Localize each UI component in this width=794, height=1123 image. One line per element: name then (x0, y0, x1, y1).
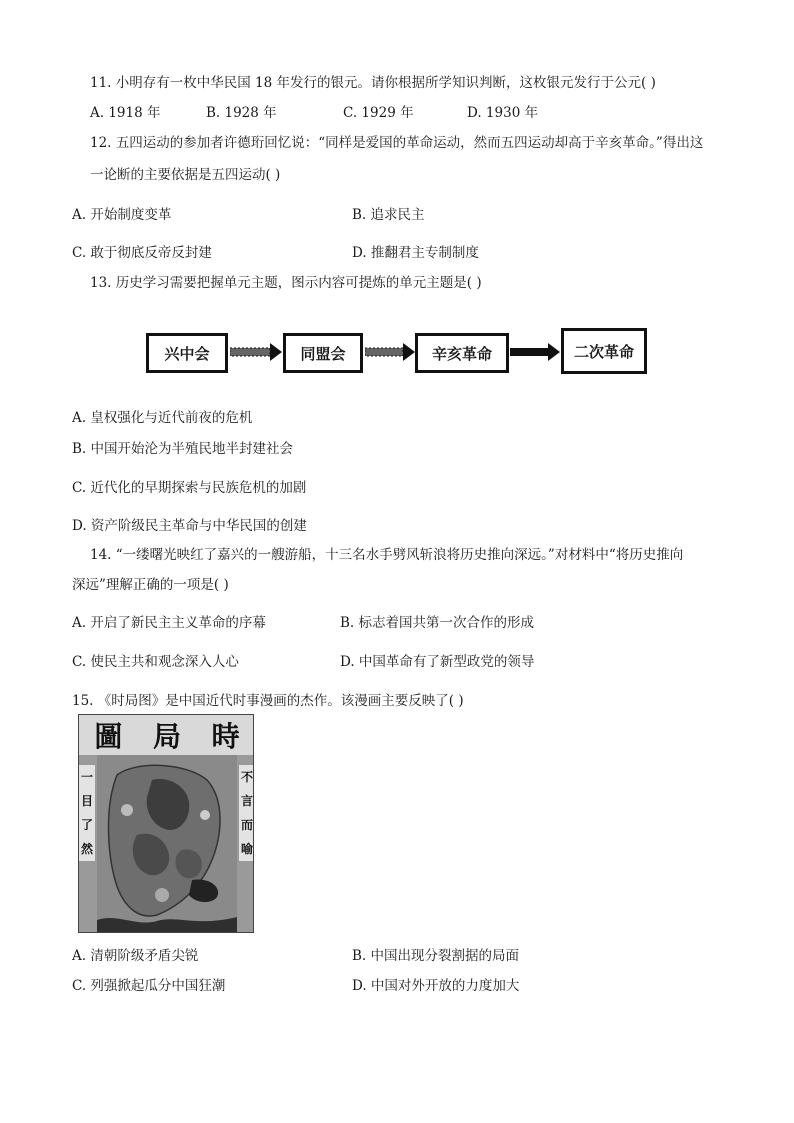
q14-stem-line2: 深远”理解正确的一项是( ) (72, 577, 229, 593)
q14-option-d: D. 中国革命有了新型政党的领导 (340, 654, 535, 670)
flow-box-tongmenghui: 同盟会 (283, 333, 363, 373)
flow-arrow-3 (510, 343, 560, 361)
q15-option-c: C. 列强掀起瓜分中国狂潮 (72, 978, 226, 994)
cartoon-right-char-3: 而 (240, 818, 253, 832)
q14-option-a: A. 开启了新民主主义革命的序幕 (72, 615, 266, 631)
cartoon-title-char-1: 圖 (94, 720, 123, 753)
q13-option-c: C. 近代化的早期探索与民族危机的加剧 (72, 480, 307, 496)
shijutu-cartoon (78, 714, 254, 933)
cartoon-title-char-3: 時 (211, 720, 240, 753)
cartoon-right-char-4: 喻 (240, 842, 253, 856)
flow-arrow-2 (365, 343, 415, 361)
q12-option-a: A. 开始制度变革 (72, 207, 172, 223)
q15-option-d: D. 中国对外开放的力度加大 (352, 978, 520, 994)
q14-option-b: B. 标志着国共第一次合作的形成 (340, 615, 535, 631)
q14-stem-line1: 14. “一缕曙光映红了嘉兴的一艘游船，十三名水手劈风斩浪将历史推向深远。”对材料中“将历史推向 (90, 547, 684, 563)
q12-option-d: D. 推翻君主专制制度 (352, 245, 479, 261)
cartoon-map-illustration (97, 755, 237, 933)
cartoon-left-char-3: 了 (80, 818, 93, 832)
cartoon-left-char-1: 一 (80, 770, 93, 784)
q15-option-b: B. 中国出现分裂割据的局面 (352, 948, 520, 964)
q11-stem: 11. 小明存有一枚中华民国 18 年发行的银元。请你根据所学知识判断，这枚银元发行于公元( ) (90, 75, 656, 91)
flow-box-xingzhonghui: 兴中会 (146, 333, 228, 373)
cartoon-right-caption (239, 765, 254, 861)
cartoon-title-char-2: 局 (152, 720, 181, 753)
q12-option-b: B. 追求民主 (352, 207, 425, 223)
q15-stem: 15. 《时局图》是中国近代时事漫画的杰作。该漫画主要反映了( ) (72, 693, 464, 709)
q14-option-c: C. 使民主共和观念深入人心 (72, 654, 239, 670)
q13-option-a: A. 皇权强化与近代前夜的危机 (72, 410, 253, 426)
cartoon-right-char-1: 不 (240, 770, 253, 784)
q11-option-b: B. 1928 年 (206, 105, 277, 121)
q13-option-d: D. 资产阶级民主革命与中华民国的创建 (72, 518, 307, 534)
q12-stem-line1: 12. 五四运动的参加者许德珩回忆说：“同样是爱国的革命运动，然而五四运动却高于辛亥革命。”得出这 (90, 135, 704, 151)
q12-option-c: C. 敢于彻底反帝反封建 (72, 245, 212, 261)
cartoon-right-char-2: 言 (240, 794, 253, 808)
q13-option-b: B. 中国开始沦为半殖民地半封建社会 (72, 441, 294, 457)
q11-option-a: A. 1918 年 (90, 105, 161, 121)
q11-option-d: D. 1930 年 (467, 105, 539, 121)
flow-box-second-revolution: 二次革命 (561, 328, 647, 374)
q11-option-c: C. 1929 年 (343, 105, 414, 121)
q13-stem: 13. 历史学习需要把握单元主题，图示内容可提炼的单元主题是( ) (90, 275, 482, 291)
cartoon-left-char-4: 然 (80, 842, 93, 856)
cartoon-title (79, 715, 254, 755)
cartoon-left-caption (79, 765, 95, 861)
flow-arrow-1 (230, 343, 282, 361)
q15-option-a: A. 清朝阶级矛盾尖锐 (72, 948, 199, 964)
q12-stem-line2: 一论断的主要依据是五四运动( ) (90, 167, 281, 183)
cartoon-left-char-2: 目 (80, 794, 93, 808)
flow-box-xinhai: 辛亥革命 (415, 333, 509, 373)
